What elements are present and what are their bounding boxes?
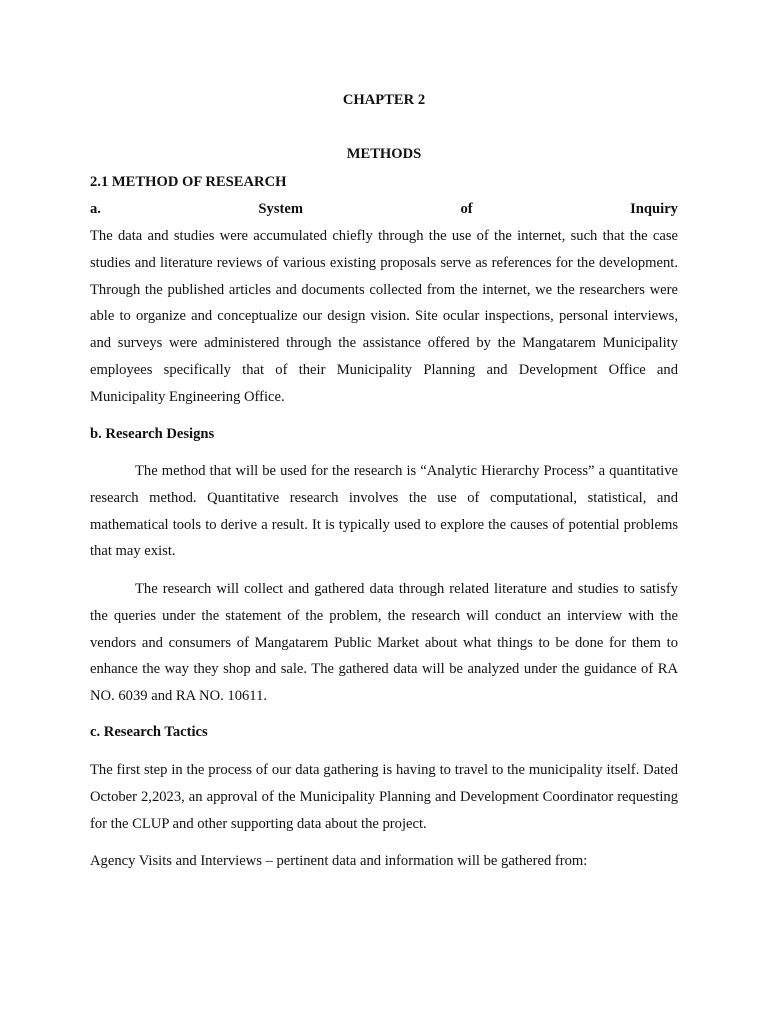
designs-paragraph-2: The research will collect and gathered data through related literature and studies to satisfy the queries under the statement of the problem, the research will conduct an interview with the vendors and consumers of Mangatarem Public Market about what things to be done for them to enhance the way they shop and sale. The gathered data will be analyzed under the guidance of RA NO. 6039 and RA NO. 10611. [90, 581, 678, 705]
tactics-paragraph: The first step in the process of our data gathering is having to travel to the municipality itself. Dated October 2,2023, an approval of the Municipality Planning and Development Coordinator requesting for the CLUP and other supporting data about the project. [90, 762, 678, 832]
chapter-heading: CHAPTER 2 [342, 92, 426, 108]
system-paragraph: The data and studies were accumulated chiefly through the use of the internet, such that the case studies and literature reviews of various existing proposals serve as references for the development. Through the published articles and documents collected from the internet, we the researchers were able to organize and conceptualize our design vision. Site ocular inspections, personal interviews, and surveys were administered through the assistance offered by the Mangatarem Municipality employees specifically that of their Municipality Planning and Development Office and Municipality Engineering Office. [90, 228, 678, 405]
system-letter: a. [90, 201, 101, 217]
research-designs-heading: b. Research Designs [90, 426, 215, 442]
of-word: of [460, 201, 473, 217]
section-2-1-heading: 2.1 METHOD OF RESEARCH [90, 174, 287, 190]
research-tactics-heading: c. Research Tactics [90, 724, 208, 740]
system-word: System [258, 201, 304, 217]
system-of-inquiry-heading [90, 201, 678, 218]
agency-paragraph: Agency Visits and Interviews – pertinent data and information will be gathered from: [90, 853, 588, 869]
inquiry-word: Inquiry [630, 201, 678, 217]
methods-heading: METHODS [346, 146, 422, 162]
designs-paragraph-1: The method that will be used for the research is “Analytic Hierarchy Process” a quantitative research method. Quantitative research involves the use of computational, statistical, and mathematical tools to derive a result. It is typically used to explore the causes of potential problems that may exist. [90, 463, 678, 560]
